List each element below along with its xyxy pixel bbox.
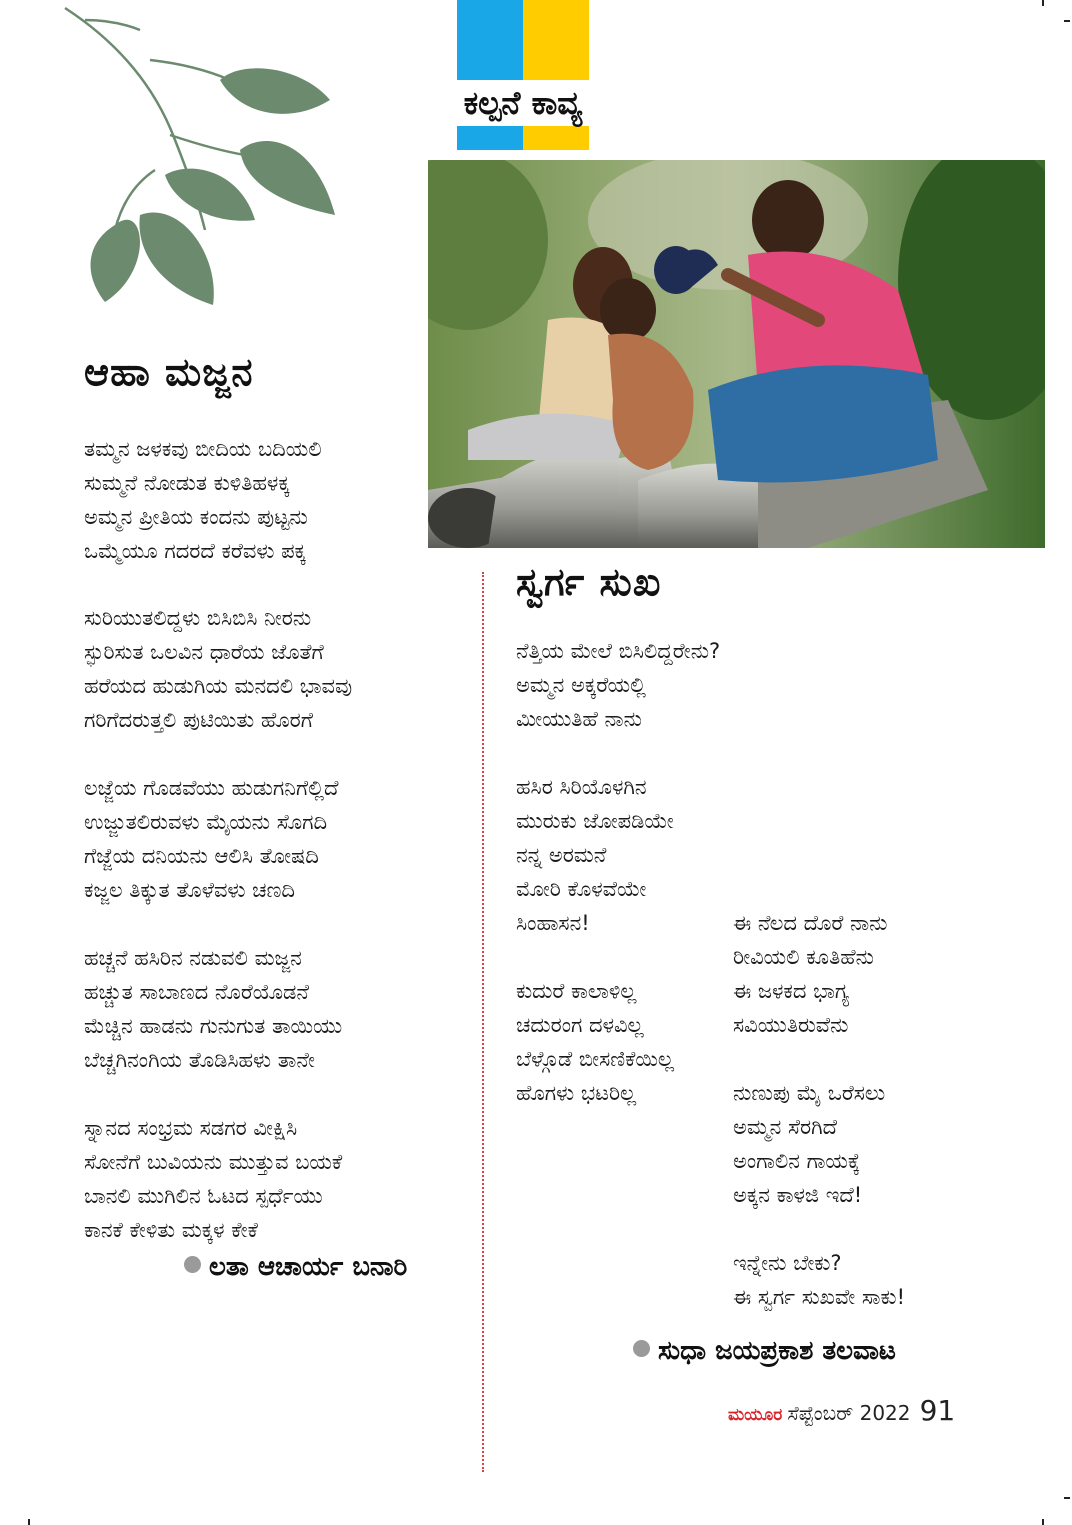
poem-line: ಹಚ್ಚುತ ಸಾಬಾಣದ ನೊರೆಯೊಡನೆ (84, 980, 309, 1004)
issue-date: ಸೆಪ್ಟೆಂಬರ್ 2022 (787, 1401, 911, 1425)
poem2-stanza (733, 1246, 905, 1314)
crop-mark (28, 1519, 30, 1525)
poem-line: ಲಜ್ಜೆಯ ಗೊಡವೆಯು ಹುಡುಗನಿಗೆಲ್ಲಿದೆ (84, 776, 339, 800)
poem-line: ಅಮ್ಮನ ಸೆರಗಿದೆ (733, 1115, 838, 1139)
poem-line: ಮೀಯುತಿಹೆ ನಾನು (516, 707, 642, 731)
poem-line: ಸವಿಯುತಿರುವೆನು (733, 1013, 849, 1037)
poem2-stanza (516, 634, 720, 736)
poem-line: ನುಣುಪು ಮೈ ಒರೆಸಲು (733, 1081, 886, 1105)
poem-line: ಸಿಂಹಾಸನ! (516, 911, 590, 935)
poem-line: ಚದುರಂಗ ದಳವಿಲ್ಲ (516, 1013, 644, 1037)
poem-line: ಉಜ್ಜುತಲಿರುವಳು ಮೈಯನು ಸೊಗದಿ (84, 810, 328, 834)
poem-line: ಸೋನೆಗೆ ಬುವಿಯನು ಮುತ್ತುವ ಬಯಕೆ (84, 1150, 343, 1174)
crop-mark (1042, 1519, 1044, 1525)
poem1-title: ಆಹಾ ಮಜ್ಜನ (84, 350, 254, 394)
poem-line: ಒಮ್ಮೆಯೂ ಗದರದೆ ಕರೆವಳು ಪಕ್ಕ (84, 539, 307, 563)
page-footer (728, 1394, 955, 1427)
poem-line: ಸ್ಫುರಿಸುತ ಒಲವಿನ ಧಾರೆಯ ಜೊತೆಗೆ (84, 640, 324, 664)
poem-line: ಕುದುರೆ ಕಾಲಾಳಿಲ್ಲ (516, 979, 637, 1003)
poem-line: ಈ ನೆಲದ ದೊರೆ ನಾನು (733, 911, 888, 935)
poem-line: ತಮ್ಮನ ಜಳಕವು ಬೀದಿಯ ಬದಿಯಲಿ (84, 437, 322, 461)
poem2-stanza (733, 906, 887, 1042)
page-number: 91 (919, 1394, 956, 1427)
poem1-author (184, 1252, 407, 1283)
author-name: ಸುಧಾ ಜಯಪ್ರಕಾಶ ತಲವಾಟ (658, 1336, 896, 1366)
poem2-stanza (516, 770, 674, 940)
poem-photo (428, 160, 1045, 548)
poem-line: ಮೆಚ್ಚಿನ ಹಾಡನು ಗುನುಗುತ ತಾಯಿಯು (84, 1014, 343, 1038)
poem-line: ಮೋರಿ ಕೊಳವೆಯೇ (516, 877, 647, 901)
poem-line: ಅಮ್ಮನ ಅಕ್ಕರೆಯಲ್ಲಿ (516, 673, 646, 697)
poem-line: ಮುರುಕು ಜೋಪಡಿಯೇ (516, 809, 674, 833)
poem-line: ಹಚ್ಚನೆ ಹಸಿರಿನ ನಡುವಲಿ ಮಜ್ಜನ (84, 946, 302, 970)
poem-line: ಗೆಜ್ಜೆಯ ದನಿಯನು ಆಲಿಸಿ ತೋಷದಿ (84, 844, 319, 868)
poem1-stanza (84, 432, 322, 568)
poem-line: ಬಾನಲಿ ಮುಗಿಲಿನ ಓಟದ ಸ್ಪರ್ಧೆಯು (84, 1184, 323, 1208)
poem-line: ಗರಿಗೆದರುತ್ತಲಿ ಪುಟಿಯಿತು ಹೊರಗೆ (84, 708, 313, 732)
poem-line: ನೆತ್ತಿಯ ಮೇಲೆ ಬಿಸಿಲಿದ್ದರೇನು? (516, 639, 721, 663)
poem2-stanza (733, 1076, 885, 1212)
section-label: ಕಲ್ಪನೆ ಕಾವ್ಯ (443, 80, 603, 126)
poem2-stanza (516, 974, 674, 1110)
poem-line: ಕಾನಕೆ ಕೇಳಿತು ಮಕ್ಕಳ ಕೇಕೆ (84, 1218, 258, 1242)
poem-line: ಇನ್ನೇನು ಬೇಕು? (733, 1251, 842, 1275)
magazine-name: ಮಯೂರ (728, 1405, 783, 1425)
crop-mark (1064, 1497, 1070, 1499)
column-divider (482, 572, 484, 1472)
poem2-author (633, 1336, 896, 1367)
poem-line: ಸುರಿಯುತಲಿದ್ದಳು ಬಿಸಿಬಿಸಿ ನೀರನು (84, 606, 312, 630)
bullet-dot-icon (633, 1340, 650, 1357)
poem-line: ರೀವಿಯಲಿ ಕೂತಿಹೆನು (733, 945, 874, 969)
author-name: ಲತಾ ಆಚಾರ್ಯ ಬನಾರಿ (209, 1252, 408, 1282)
poem1-stanza (84, 941, 342, 1077)
poem-line: ಹಸಿರ ಸಿರಿಯೊಳಗಿನ (516, 775, 647, 799)
badge-yellow-block (523, 0, 589, 150)
poem-line: ಬೆಚ್ಚಗಿನಂಗಿಯ ತೊಡಿಸಿಹಳು ತಾನೇ (84, 1048, 315, 1072)
poem-line: ಅಂಗಾಲಿನ ಗಾಯಕ್ಕೆ (733, 1149, 861, 1173)
poem-line: ಹೊಗಳು ಭಟರಿಲ್ಲ (516, 1081, 637, 1105)
crop-mark (1064, 20, 1070, 22)
poem1-stanza (84, 1111, 342, 1247)
poem1-stanza (84, 771, 338, 907)
bullet-dot-icon (184, 1256, 201, 1273)
photo-mother-bathing-child-icon (428, 160, 1045, 548)
poem-line: ಈ ಸ್ವರ್ಗ ಸುಖವೇ ಸಾಕು! (733, 1285, 905, 1309)
leaf-branch-icon (55, 0, 355, 320)
poem-line: ಸುಮ್ಮನೆ ನೋಡುತ ಕುಳಿತಿಹಳಕ್ಕ (84, 471, 290, 495)
poem-line: ಈ ಜಳಕದ ಭಾಗ್ಯ (733, 979, 850, 1003)
poem2-title: ಸ್ವರ್ಗ ಸುಖ (516, 560, 662, 604)
poem1-stanza (84, 601, 352, 737)
poem-line: ಅಮ್ಮನ ಪ್ರೀತಿಯ ಕಂದನು ಪುಟ್ಟನು (84, 505, 308, 529)
badge-blue-block (457, 0, 523, 150)
poem-line: ಅಕ್ಕನ ಕಾಳಜಿ ಇದೆ! (733, 1183, 863, 1207)
poem-line: ಕಜ್ಜಲ ತಿಕ್ಕುತ ತೊಳೆವಳು ಚಣದಿ (84, 878, 295, 902)
poem-line: ಬೆಳ್ಗೊಡೆ ಬೀಸಣಿಕೆಯಿಲ್ಲ (516, 1047, 675, 1071)
crop-mark (1042, 0, 1044, 6)
poem-line: ನನ್ನ ಅರಮನೆ (516, 843, 607, 867)
poem-line: ಹರೆಯದ ಹುಡುಗಿಯ ಮನದಲಿ ಭಾವವು (84, 674, 353, 698)
poem-line: ಸ್ನಾನದ ಸಂಭ್ರಮ ಸಡಗರ ವೀಕ್ಷಿಸಿ (84, 1116, 298, 1140)
section-badge (457, 0, 589, 150)
